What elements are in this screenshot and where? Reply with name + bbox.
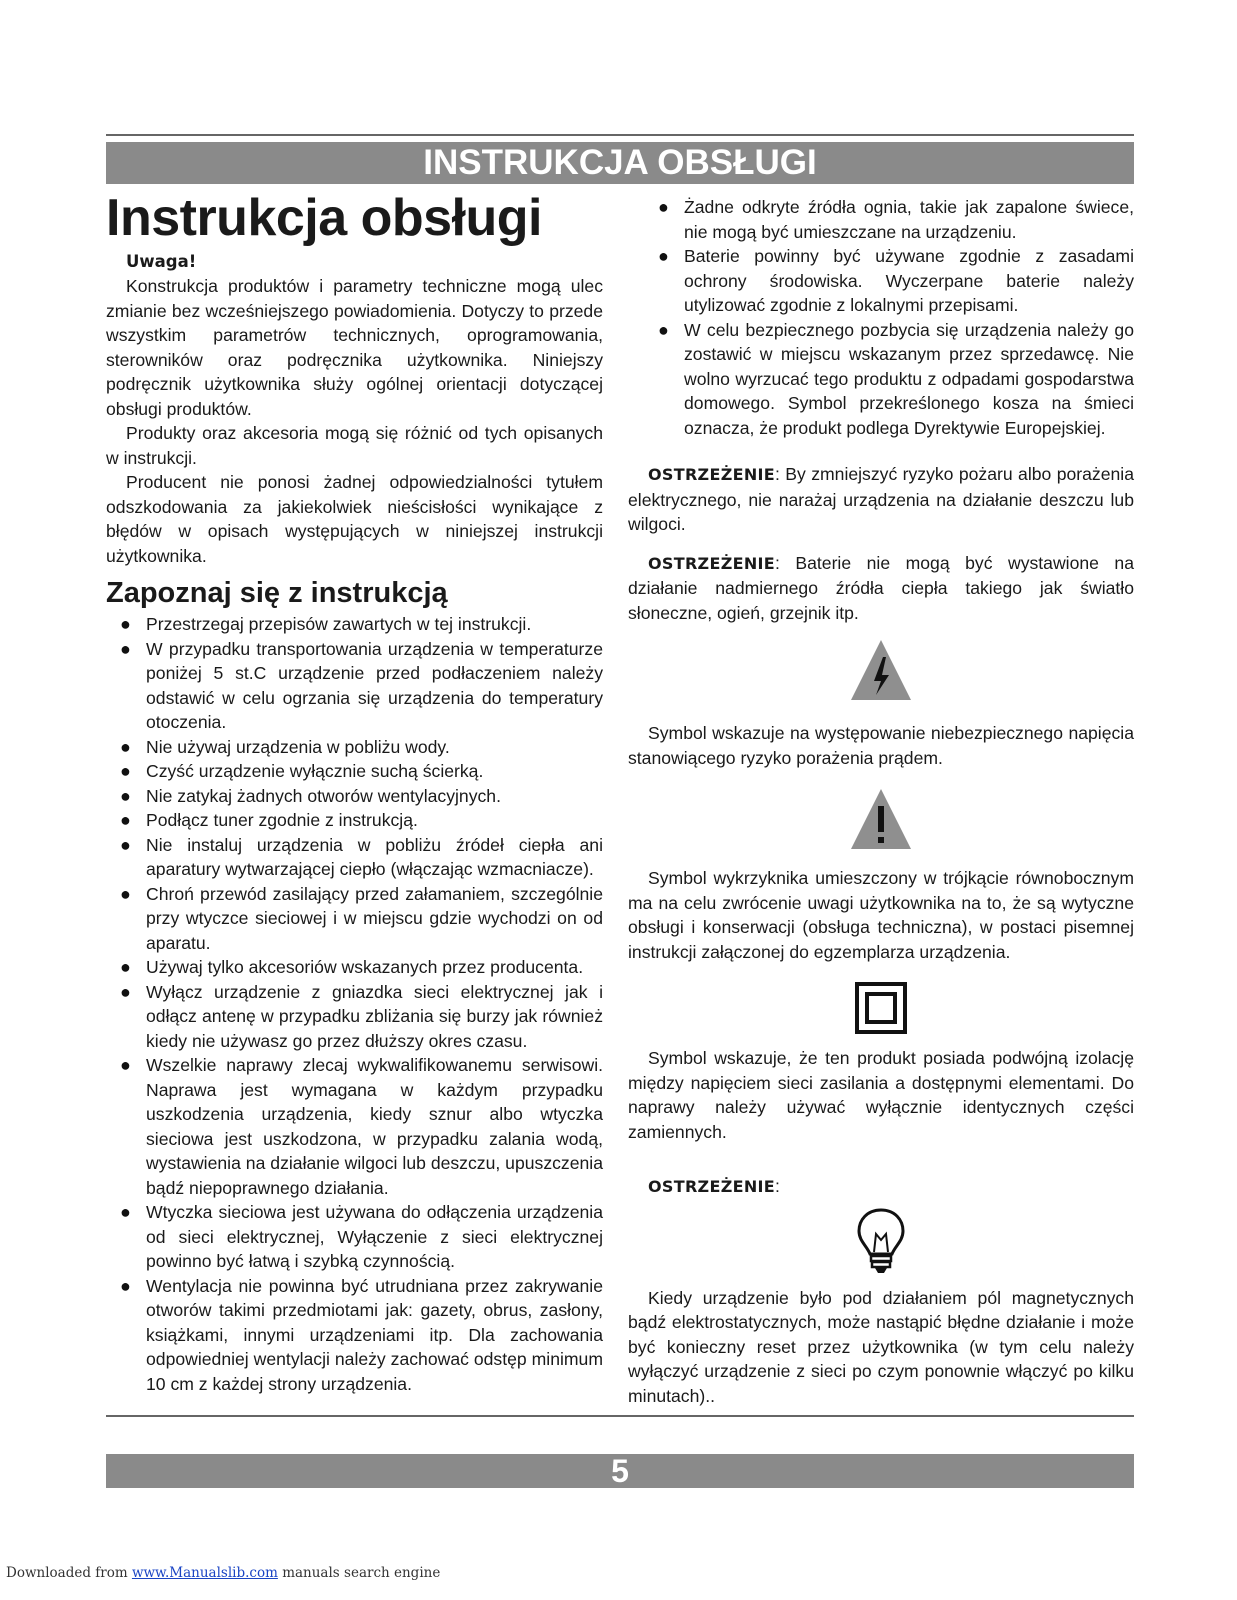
light-bulb-icon bbox=[854, 1206, 908, 1276]
warning-text: : bbox=[775, 1176, 780, 1196]
list-item: ● Chroń przewód zasilający przed załamaniem, szczególnie przy wtyczce sieciowej i w miejscu gdzie wychodzi on od aparatu. bbox=[106, 882, 603, 956]
warning-paragraph bbox=[628, 1174, 1134, 1200]
section-title: Zapoznaj się z instrukcją bbox=[106, 577, 448, 609]
double-insulation-icon bbox=[855, 982, 907, 1034]
list-item: ● Nie zatykaj żadnych otworów wentylacyjnych. bbox=[106, 784, 603, 809]
download-suffix: manuals search engine bbox=[277, 1565, 441, 1581]
list-item: ● Wyłącz urządzenie z gniazdka sieci elektrycznej jak i odłącz antenę w przypadku zbliżania się burzy jak również kiedy nie używasz go przez dłuższy okres czasu. bbox=[106, 980, 603, 1054]
list-item: ● Wszelkie naprawy zlecaj wykwalifikowanemu serwisowi. Naprawa jest wymagana w każdym przypadku uszkodzenia urządzenia, kiedy sznur albo wtyczka sieciowa jest uszkodzona, w przypadku zalania wodą, wystawienia na działanie wilgoci lub deszczu, upuszczenia bądź niepoprawnego działania. bbox=[106, 1053, 603, 1200]
list-item: ● Baterie powinny być używane zgodnie z zasadami ochrony środowiska. Wyczerpane baterie należy utylizować zgodnie z lokalnymi przepisami. bbox=[644, 244, 1134, 318]
list-item: ● W przypadku transportowania urządzenia w temperaturze poniżej 5 st.C urządzenie przed podłaczeniem należy odstawić w celu ogrzania się urządzenia do temperatury otoczenia. bbox=[106, 637, 603, 735]
list-item: ● Wtyczka sieciowa jest używana do odłączenia urządzenia od sieci elektrycznej, Wyłączenie z sieci elektrycznej powinno być łatwą i szybką czynnością. bbox=[106, 1200, 603, 1274]
right-column bbox=[628, 195, 1134, 1408]
warning-paragraph bbox=[628, 551, 1134, 626]
paragraph: Produkty oraz akcesoria mogą się różnić od tych opisanych w instrukcji. bbox=[106, 423, 603, 468]
list-item: ● Nie używaj urządzenia w pobliżu wody. bbox=[106, 735, 603, 760]
lightning-warning-icon bbox=[848, 637, 914, 703]
list-item: ● Używaj tylko akcesoriów wskazanych przez producenta. bbox=[106, 955, 603, 980]
download-prefix: Downloaded from bbox=[6, 1565, 132, 1581]
list-item: ● Wentylacja nie powinna być utrudniana przez zakrywanie otworów takimi przedmiotami jak: gazety, obrus, zasłony, książkami, innymi urządzeniami itp. Dla zachowania odpowiedniej wentylacji należy zachować odstęp minimum 10 cm z każdej strony urządzenia. bbox=[106, 1274, 603, 1397]
list-item: ● Nie instaluj urządzenia w pobliżu źródeł ciepła ani aparatury wytwarzającej ciepło (włączając wzmacniacze). bbox=[106, 833, 603, 882]
list-item: ● Podłącz tuner zgodnie z instrukcją. bbox=[106, 808, 603, 833]
symbol-description: Symbol wykrzyknika umieszczony w trójkącie równobocznym ma na celu zwrócenie uwagi użytkownika na to, że są wytyczne obsługi i konserwacji (obsługa techniczna), w postaci pisemnej instrukcji załączonej do egzemplarza urządzenia. bbox=[628, 868, 1134, 962]
warning-text: : Baterie nie mogą być wystawione na działanie nadmiernego źródła ciepła takiego jak światło słoneczne, ogień, grzejnik itp. bbox=[628, 552, 1134, 623]
list-item: ● Żadne odkryte źródła ognia, takie jak zapalone świece, nie mogą być umieszczane na urządzeniu. bbox=[644, 195, 1134, 244]
lightning-warning-symbol bbox=[628, 637, 1134, 703]
list-item: ● Czyść urządzenie wyłącznie suchą ścierką. bbox=[106, 759, 603, 784]
warning-label: OSTRZEŻENIE bbox=[648, 465, 775, 484]
instruction-list bbox=[106, 612, 603, 1396]
paragraph: Producent nie ponosi żadnej odpowiedzialności tytułem odszkodowania za jakiekolwiek nieścisłości wynikające z błędów w opisach występujących w niniejszej instrukcji użytkownika. bbox=[106, 472, 603, 566]
warning-label: OSTRZEŻENIE bbox=[648, 553, 775, 573]
header-rule bbox=[106, 134, 1134, 136]
note-label: Uwaga! bbox=[126, 252, 197, 271]
exclamation-warning-icon bbox=[848, 786, 914, 852]
warning-label: OSTRZEŻENIE bbox=[648, 1177, 775, 1196]
download-note bbox=[6, 1565, 440, 1581]
footer-rule bbox=[106, 1415, 1134, 1417]
page-number: 5 bbox=[106, 1454, 1134, 1488]
symbol-description: Kiedy urządzenie było pod działaniem pól magnetycznych bądź elektrostatycznych, może nastąpić błędne działanie i może być konieczny reset przez użytkownika (w tym celu należy wyłączyć urządzenie z sieci po czym ponownie włączyć po kilku minutach).. bbox=[628, 1287, 1134, 1406]
exclamation-warning-symbol bbox=[628, 786, 1134, 852]
safety-list bbox=[644, 195, 1134, 440]
page-title: Instrukcja obsługi bbox=[106, 189, 542, 247]
list-item: ● W celu bezpiecznego pozbycia się urządzenia należy go zostawić w miejscu wskazanym przez sprzedawcę. Nie wolno wyrzucać tego produktu z odpadami gospodarstwa domowego. Symbol przekreślonego kosza na śmieci oznacza, że produkt podlega Dyrektywie Europejskiej. bbox=[644, 318, 1134, 441]
paragraph: Konstrukcja produktów i parametry techniczne mogą ulec zmianie bez wcześniejszego powiadomienia. Dotyczy to przede wszystkim parametrów technicznych, oprogramowania, sterowników oraz podręcznika użytkownika. Niniejszy podręcznik użytkownika służy ogólnej orientacji dotyczącej obsługi produktów. bbox=[106, 276, 603, 419]
double-insulation-symbol bbox=[628, 982, 1134, 1034]
warning-paragraph bbox=[628, 462, 1134, 537]
warning-text: : By zmniejszyć ryzyko pożaru albo porażenia elektrycznego, nie narażaj urządzenia na działanie deszczu lub wilgoci. bbox=[628, 464, 1134, 534]
left-column bbox=[106, 188, 603, 1396]
header-title: INSTRUKCJA OBSŁUGI bbox=[106, 142, 1134, 184]
symbol-description: Symbol wskazuje na występowanie niebezpiecznego napięcia stanowiącego ryzyko porażenia prądem. bbox=[628, 723, 1134, 768]
list-item: ● Przestrzegaj przepisów zawartych w tej instrukcji. bbox=[106, 612, 603, 637]
light-bulb-symbol bbox=[628, 1206, 1134, 1276]
manualslib-link[interactable]: www.Manualslib.com bbox=[131, 1565, 278, 1581]
symbol-description: Symbol wskazuje, że ten produkt posiada podwójną izolację między napięciem sieci zasilania a dostępnymi elementami. Do naprawy należy używać wyłącznie identycznych części zamiennych. bbox=[628, 1048, 1134, 1142]
